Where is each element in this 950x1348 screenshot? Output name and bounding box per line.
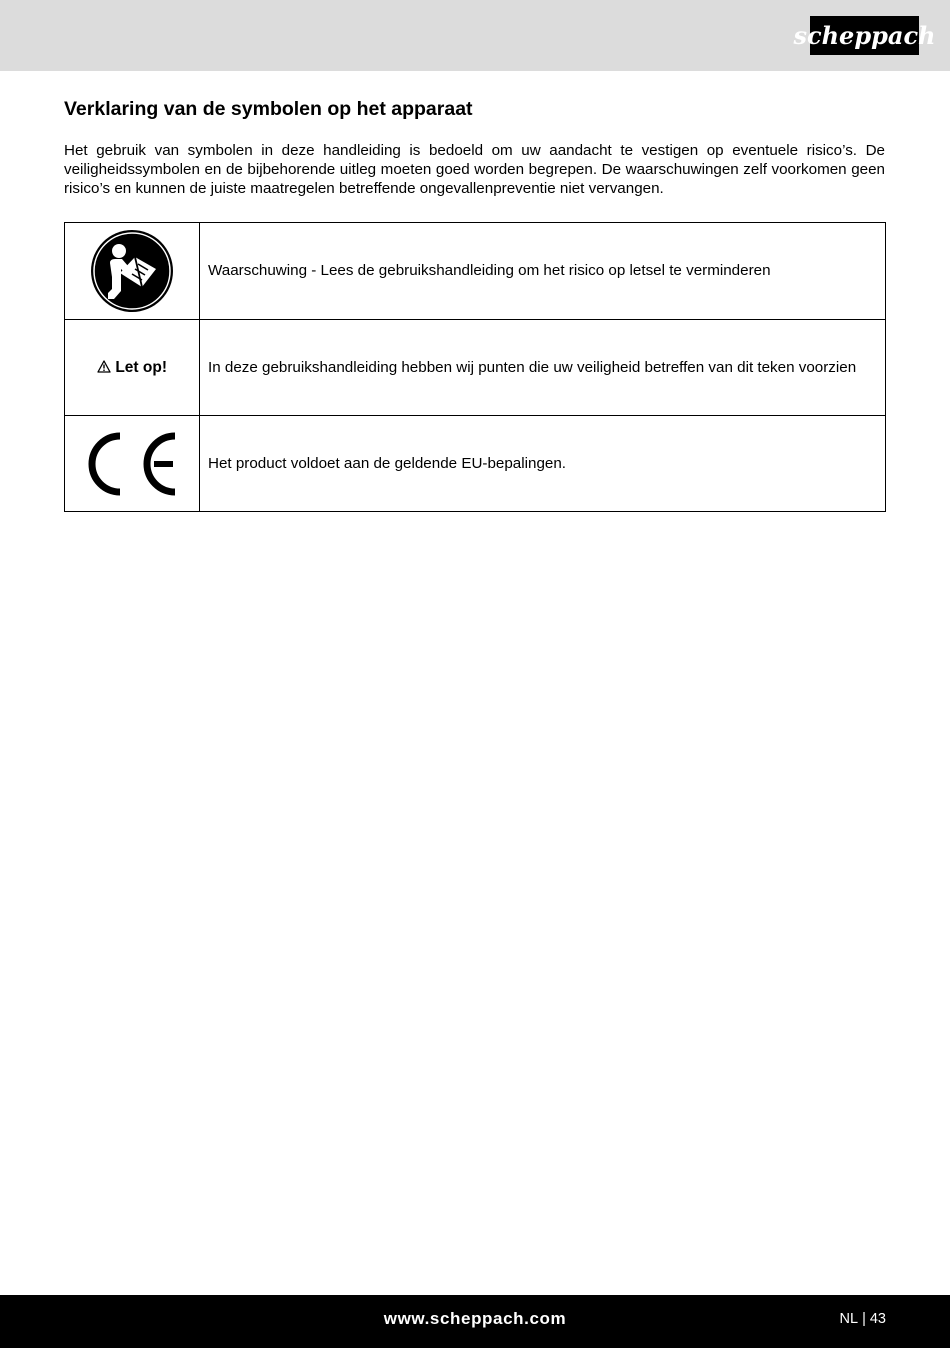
scheppach-logo: scheppach xyxy=(810,16,919,55)
caution-label-text: Let op! xyxy=(115,358,167,376)
section-title: Verklaring van de symbolen op het apparaat xyxy=(64,98,473,120)
language-code: NL xyxy=(839,1311,859,1327)
symbol-cell xyxy=(65,416,200,512)
ce-mark-icon xyxy=(65,431,199,497)
symbol-cell xyxy=(65,223,200,320)
page-header xyxy=(0,0,950,71)
page-separator: | xyxy=(862,1311,866,1327)
page-indicator xyxy=(840,1311,886,1327)
page-footer xyxy=(0,1295,950,1348)
warning-triangle-icon xyxy=(97,359,115,376)
website-link[interactable]: www.scheppach.com xyxy=(383,1309,567,1328)
intro-paragraph: Het gebruik van symbolen in deze handleiding is bedoeld om uw aandacht te vestigen op eventuele risico’s. De veiligheidssymbolen en de bijbehorende uitleg moeten goed worden begrepen. De waarschuwingen zelf voorkomen geen risico’s en kunnen de juiste maatregelen betreffende ongevallenpreventie niet vervangen. xyxy=(64,142,885,197)
symbol-description: In deze gebruikshandleiding hebben wij punten die uw veiligheid betreffen van dit teken voorzien xyxy=(200,320,886,416)
symbol-description: Waarschuwing - Lees de gebruikshandleiding om het risico op letsel te verminderen xyxy=(200,223,886,320)
read-manual-icon xyxy=(65,229,199,313)
table-row xyxy=(65,416,886,512)
symbols-table xyxy=(64,222,886,512)
page-number: 43 xyxy=(869,1311,886,1327)
table-row xyxy=(65,320,886,416)
caution-label xyxy=(97,359,167,376)
symbol-cell xyxy=(65,320,200,416)
table-row xyxy=(65,223,886,320)
symbol-description: Het product voldoet aan de geldende EU-bepalingen. xyxy=(200,416,886,512)
